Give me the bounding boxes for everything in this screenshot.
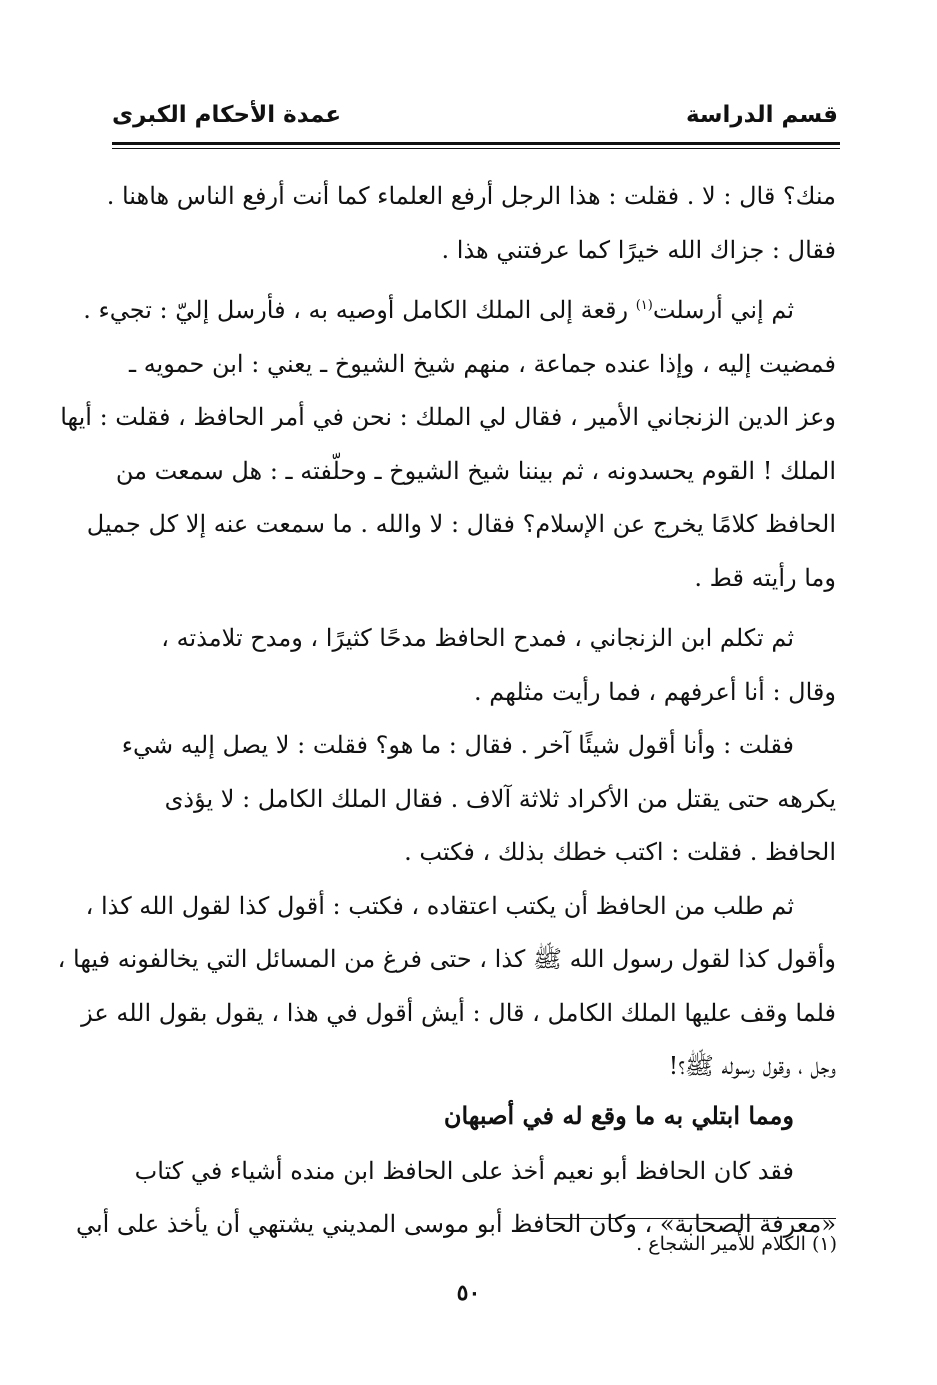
running-header [112, 100, 838, 140]
page-number: ٥٠ [456, 1280, 481, 1306]
section-title: قسم الدراسة [685, 102, 838, 128]
footnote-ref: (١) [635, 298, 653, 313]
footnote: (١) الكلام للأمير الشجاع . [636, 1233, 837, 1255]
text-line: ثم تكلم ابن الزنجاني ، فمدح الحافظ مدحًا كثيرًا ، ومدح تلامذته ، [161, 624, 794, 652]
text-line: فقد كان الحافظ أبو نعيم أخذ على الحافظ ابن منده أشياء في كتاب [134, 1156, 794, 1185]
footnote-rule [546, 1218, 836, 1219]
text-line: فلما وقف عليها الملك الكامل ، قال : أيش أقول في هذا ، يقول بقول الله عز [81, 998, 836, 1027]
section-subheading: ومما ابتلي به ما وقع له في أصبهان [443, 1100, 794, 1130]
text-line: فقلت : وأنا أقول شيئًا آخر . فقال : ما هو؟ فقلت : لا يصل إليه شيء [121, 731, 794, 759]
text-line: وعز الدين الزنجاني الأمير ، فقال لي الملك : نحن في أمر الحافظ ، فقلت : أيها [60, 403, 836, 431]
text-line: «معرفة الصحابة» ، وكان الحافظ أبو موسى المديني يشتهي أن يأخذ على أبي [75, 1210, 836, 1238]
main-text [57, 170, 836, 1252]
text-line-start: ثم إني أرسلت [652, 296, 794, 324]
text-line-rest: رقعة إلى الملك الكامل أوصيه به ، فأرسل إليّ : تجيء . [83, 296, 636, 324]
text-line [83, 284, 836, 338]
text-line: ثم طلب من الحافظ أن يكتب اعتقاده ، فكتب : أقول كذا لقول الله كذا ، [85, 891, 794, 920]
header-rule-thin [112, 148, 840, 149]
text-line: منك؟ قال : لا . فقلت : هذا الرجل أرفع العلماء كما أنت أرفع الناس هاهنا . [106, 182, 836, 210]
book-title: عمدة الأحكام الكبرى [112, 102, 342, 128]
text-line: وأقول كذا لقول رسول الله ﷺ كذا ، حتى فرغ من المسائل التي يخالفونه فيها ، [57, 945, 836, 973]
header-rule [112, 142, 840, 145]
text-line: وقال : أنا أعرفهم ، فما رأيت مثلهم . [474, 677, 836, 706]
text-line: فقال : جزاك الله خيرًا كما عرفتني هذا . [441, 235, 836, 264]
text-line: فمضيت إليه ، وإذا عنده جماعة ، منهم شيخ الشيوخ ـ يعني : ابن حمويه ـ [129, 349, 836, 378]
text-line: الحافظ . فقلت : اكتب خطك بذلك ، فكتب . [404, 838, 836, 866]
text-line: الملك ! القوم يحسدونه ، ثم بيننا شيخ الشيوخ ـ وحلّفته ـ : هل سمعت من [115, 456, 836, 485]
text-line: الحافظ كلامًا يخرج عن الإسلام؟ فقال : لا والله . ما سمعت عنه إلا كل جميل [86, 510, 836, 538]
text-line: يكرهه حتى يقتل من الأكراد ثلاثة آلاف . فقال الملك الكامل : لا يؤذى [164, 784, 836, 813]
text-line: وما رأيته قط . [694, 563, 836, 592]
text-line: وجل ، وقول رسوله ﷺ؟! [668, 1052, 836, 1080]
